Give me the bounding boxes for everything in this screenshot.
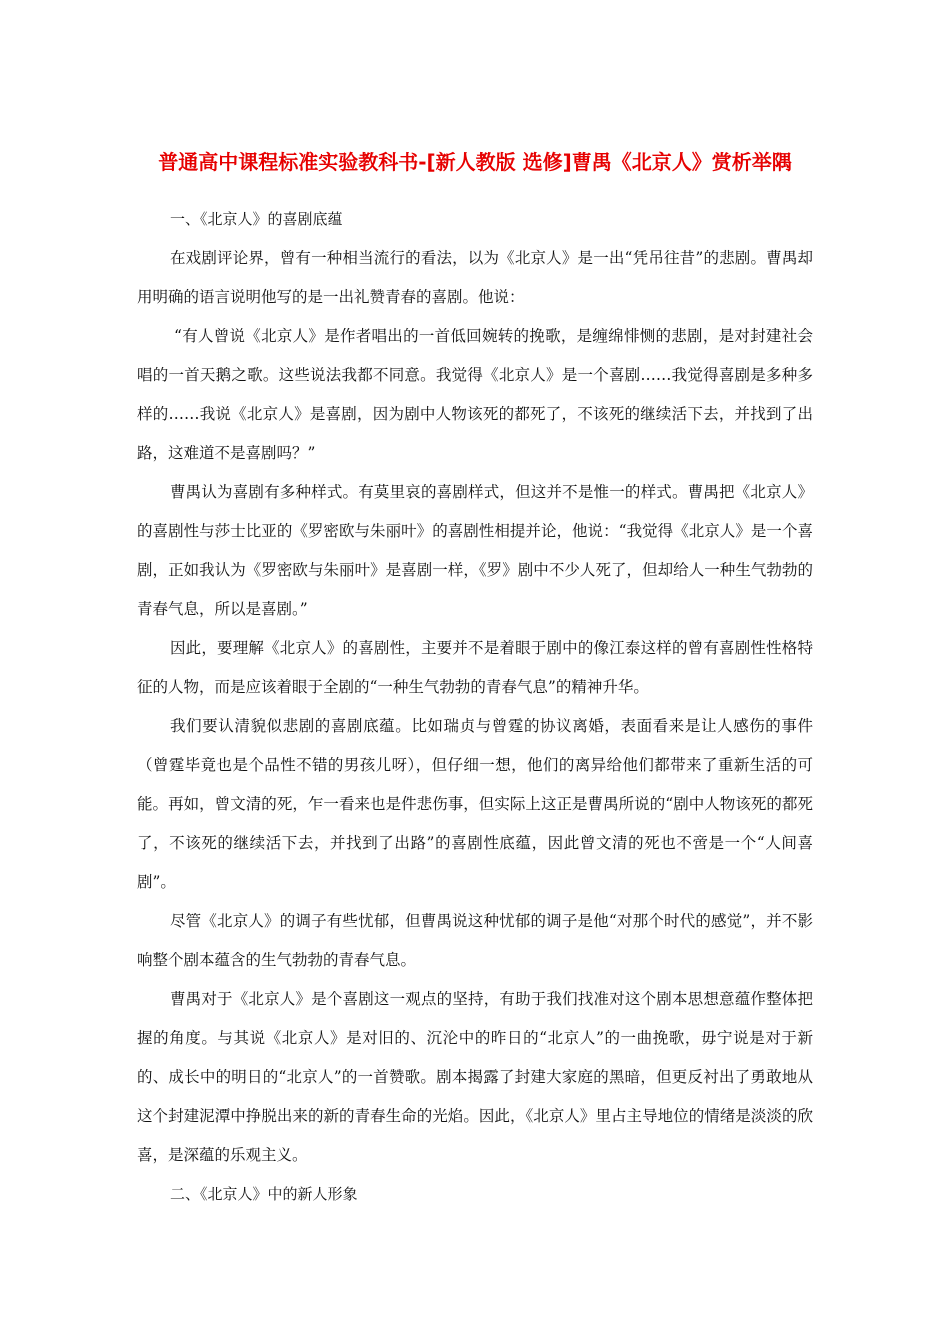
paragraph: 曹禺对于《北京人》是个喜剧这一观点的坚持，有助于我们找准对这个剧本思想意蕴作整体把握的角度。与其说《北京人》是对旧的、沉沦中的昨日的“北京人”的一曲挽歌，毋宁说是对于新的、成长中的明日的“北京人”的一首赞歌。剧本揭露了封建大家庭的黑暗，但更反衬出了勇敢地从这个封建泥潭中挣脱出来的新的青春生命的光焰。因此，《北京人》里占主导地位的情绪是淡淡的欣喜，是深蕴的乐观主义。 — [137, 990, 813, 1164]
paragraph: 我们要认清貌似悲剧的喜剧底蕴。比如瑞贞与曾霆的协议离婚，表面看来是让人感伤的事件（曾霆毕竟也是个品性不错的男孩儿呀），但仔细一想，他们的离异给他们都带来了重新生活的可能。再如，曾文清的死，乍一看来也是件悲伤事，但实际上这正是曹禺所说的“剧中人物该死的都死了，不该死的继续活下去，并找到了出路”的喜剧性底蕴，因此曾文清的死也不啻是一个“人间喜剧”。 — [137, 717, 813, 891]
paragraph: 因此，要理解《北京人》的喜剧性，主要并不是着眼于剧中的像江泰这样的曾有喜剧性性格特征的人物，而是应该着眼于全剧的“一种生气勃勃的青春气息”的精神升华。 — [137, 639, 813, 696]
paragraph: 在戏剧评论界，曾有一种相当流行的看法，以为《北京人》是一出“凭吊往昔”的悲剧。曹禺却用明确的语言说明他写的是一出礼赞青春的喜剧。他说： — [137, 249, 813, 306]
quote-paragraph: “有人曾说《北京人》是作者唱出的一首低回婉转的挽歌，是缠绵悱恻的悲剧，是对封建社会唱的一首天鹅之歌。这些说法我都不同意。我觉得《北京人》是一个喜剧……我觉得喜剧是多种多样的……我说《北京人》是喜剧，因为剧中人物该死的都死了，不该死的继续活下去，并找到了出路，这难道不是喜剧吗？” — [137, 327, 813, 462]
paragraph: 曹禺认为喜剧有多种样式。有莫里哀的喜剧样式，但这并不是惟一的样式。曹禺把《北京人》的喜剧性与莎士比亚的《罗密欧与朱丽叶》的喜剧性相提并论，他说：“我觉得《北京人》是一个喜剧，正如我认为《罗密欧与朱丽叶》是喜剧一样，《罗》剧中不少人死了，但却给人一种生气勃勃的青春气息，所以是喜剧。” — [137, 483, 813, 618]
paragraph: 尽管《北京人》的调子有些忧郁，但曹禺说这种忧郁的调子是他“对那个时代的感觉”，并不影响整个剧本蕴含的生气勃勃的青春气息。 — [137, 912, 813, 969]
section-heading-2: 二、《北京人》中的新人形象 — [170, 1185, 358, 1203]
document-title: 普通高中课程标准实验教科书-[新人教版 选修]曹禺《北京人》赏析举隅 — [158, 150, 792, 174]
document-body — [137, 200, 813, 1214]
section-heading-1: 一、《北京人》的喜剧底蕴 — [170, 210, 343, 228]
